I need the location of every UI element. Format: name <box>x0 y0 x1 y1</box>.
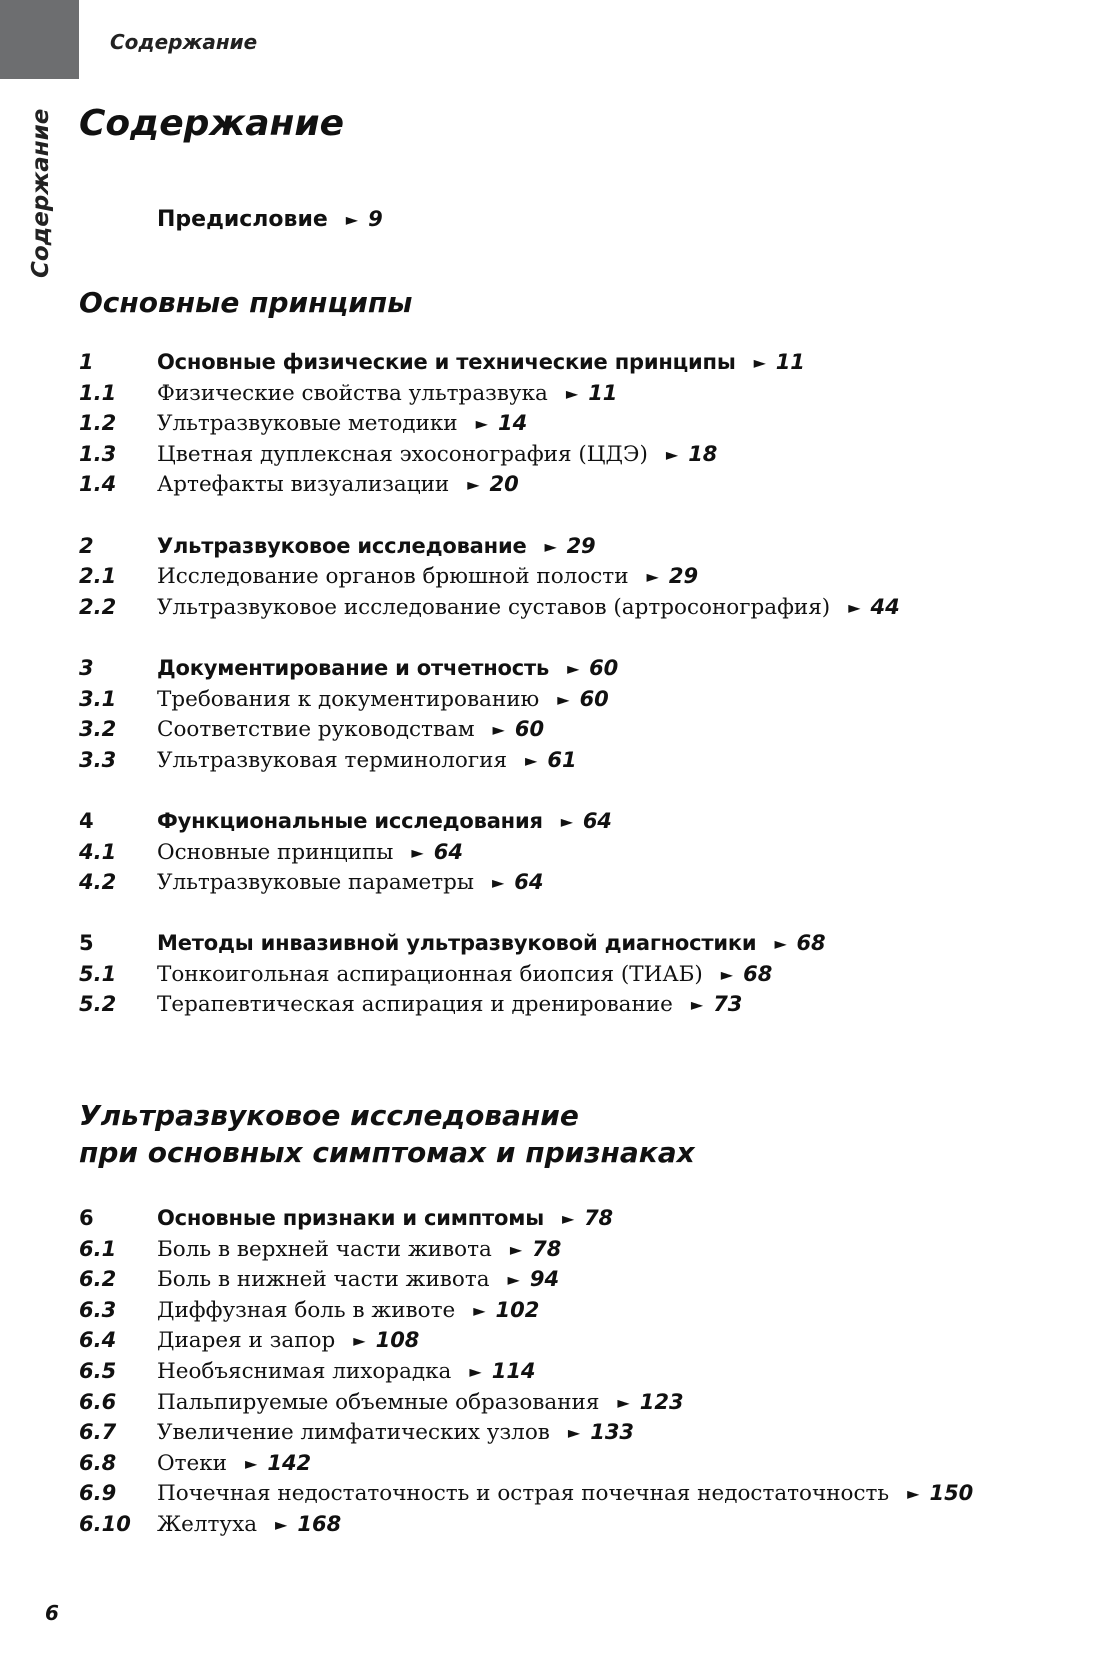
subchapter-page: 60 <box>579 686 609 711</box>
subchapter-entry[interactable] <box>79 408 1079 439</box>
chapter-title: Функциональные исследования <box>157 808 543 833</box>
subchapter-entry[interactable] <box>79 1478 1079 1509</box>
subchapter-page: 123 <box>639 1389 684 1414</box>
section-heading-line: Основные принципы <box>79 286 413 319</box>
subchapter-number: 6.3 <box>79 1297 117 1322</box>
subchapter-page: 108 <box>375 1328 420 1353</box>
subchapter-title: Ультразвуковое исследование суставов (артросонография) <box>157 594 831 620</box>
chapter-number: 3 <box>79 655 94 680</box>
page-title: Содержание <box>79 103 345 144</box>
arrow-right-icon: ► <box>617 1392 630 1412</box>
arrow-right-icon: ► <box>473 1300 486 1320</box>
subchapter-title: Отеки <box>157 1450 228 1476</box>
arrow-right-icon: ► <box>492 720 505 740</box>
arrow-right-icon: ► <box>560 811 573 831</box>
subchapter-number: 4.2 <box>79 870 117 895</box>
chapter-number: 2 <box>79 533 94 558</box>
subchapter-page: 73 <box>713 992 743 1017</box>
subchapter-number: 6.7 <box>79 1420 117 1445</box>
subchapter-number: 6.5 <box>79 1358 117 1383</box>
subchapter-title: Исследование органов брюшной полости <box>157 564 629 590</box>
subchapter-entry[interactable] <box>79 1295 1079 1326</box>
subchapter-entry[interactable] <box>79 1264 1079 1295</box>
chapter-entry[interactable] <box>79 928 1079 959</box>
arrow-right-icon: ► <box>774 934 787 954</box>
arrow-right-icon: ► <box>544 536 557 556</box>
chapter-title: Основные признаки и симптомы <box>157 1206 545 1230</box>
subchapter-title: Увеличение лимфатических узлов <box>157 1420 550 1446</box>
chapter-page: 29 <box>566 533 596 558</box>
chapter-title: Методы инвазивной ультразвуковой диагностики <box>157 931 757 956</box>
subchapter-number: 6.9 <box>79 1481 117 1506</box>
subchapter-page: 29 <box>668 564 699 589</box>
chapter-number: 6 <box>79 1206 94 1230</box>
chapter-page: 68 <box>796 931 826 956</box>
arrow-right-icon: ► <box>567 658 580 678</box>
subchapter-entry[interactable] <box>79 745 1079 776</box>
preface-title: Предисловие <box>157 207 328 232</box>
subchapter-entry[interactable] <box>79 1356 1079 1387</box>
subchapter-page: 114 <box>491 1358 536 1383</box>
subchapter-entry[interactable] <box>79 1448 1079 1479</box>
subchapter-entry[interactable] <box>79 1387 1079 1418</box>
arrow-right-icon: ► <box>907 1484 920 1504</box>
chapter-number: 4 <box>79 808 94 833</box>
side-tab-label: Содержание <box>28 108 54 278</box>
chapter-entry[interactable] <box>79 653 1079 684</box>
subchapter-page: 11 <box>588 380 618 405</box>
subchapter-number: 5.2 <box>79 992 117 1017</box>
chapter-title: Основные физические и технические принципы <box>157 350 736 374</box>
spacer <box>79 622 1079 653</box>
arrow-right-icon: ► <box>565 383 579 403</box>
subchapter-title: Боль в нижней части живота <box>157 1267 490 1293</box>
section-heading <box>79 1097 695 1171</box>
subchapter-page: 142 <box>267 1450 312 1475</box>
subchapter-number: 1.3 <box>79 441 117 466</box>
arrow-right-icon: ► <box>848 597 861 617</box>
subchapter-entry[interactable] <box>79 561 1079 592</box>
spacer <box>79 898 1079 929</box>
arrow-right-icon: ► <box>753 353 766 372</box>
subchapter-entry[interactable] <box>79 1325 1079 1356</box>
arrow-right-icon: ► <box>245 1453 258 1473</box>
chapter-page: 78 <box>584 1206 613 1230</box>
arrow-right-icon: ► <box>690 995 704 1015</box>
subchapter-title: Тонкоигольная аспирационная биопсия (ТИАБ) <box>157 961 703 987</box>
subchapter-number: 6.8 <box>79 1450 117 1475</box>
chapter-page: 60 <box>589 655 618 680</box>
chapter-title: Ультразвуковое исследование <box>157 533 527 558</box>
subchapter-number: 3.3 <box>79 747 117 772</box>
running-header: Содержание <box>110 30 258 54</box>
subchapter-entry[interactable] <box>79 714 1079 745</box>
subchapter-number: 6.4 <box>79 1328 117 1353</box>
subchapter-page: 20 <box>489 472 519 497</box>
arrow-right-icon: ► <box>557 689 570 709</box>
arrow-right-icon: ► <box>509 1239 523 1259</box>
subchapter-entry[interactable] <box>79 1234 1079 1265</box>
subchapter-title: Пальпируемые объемные образования <box>157 1389 600 1415</box>
subchapter-entry[interactable] <box>79 592 1079 623</box>
subchapter-entry[interactable] <box>79 837 1079 868</box>
subchapter-title: Желтуха <box>157 1511 258 1537</box>
page-number: 6 <box>45 1601 59 1625</box>
arrow-right-icon: ► <box>469 1361 482 1381</box>
subchapter-number: 6.1 <box>79 1236 117 1261</box>
subchapter-entry[interactable] <box>79 1417 1079 1448</box>
subchapter-page: 94 <box>529 1267 560 1292</box>
subchapter-entry[interactable] <box>79 684 1079 715</box>
subchapter-page: 18 <box>688 441 718 466</box>
chapter-title: Документирование и отчетность <box>157 655 550 680</box>
subchapter-entry[interactable] <box>79 439 1079 470</box>
arrow-right-icon: ► <box>507 1270 520 1290</box>
chapter-number: 5 <box>79 931 94 956</box>
subchapter-number: 1.1 <box>79 380 117 405</box>
subchapter-title: Диффузная боль в животе <box>157 1297 456 1323</box>
spacer <box>79 500 1079 531</box>
subchapter-number: 1.2 <box>79 411 117 436</box>
subchapter-number: 5.1 <box>79 961 117 986</box>
section-heading-line: Ультразвуковое исследование <box>79 1099 579 1132</box>
chapter-page: 64 <box>582 808 612 833</box>
subchapter-number: 3.1 <box>79 686 117 711</box>
section-heading-line: при основных симптомах и признаках <box>79 1136 695 1169</box>
subchapter-title: Ультразвуковые параметры <box>157 870 474 896</box>
subchapter-page: 133 <box>590 1420 635 1445</box>
subchapter-entry[interactable] <box>79 469 1079 500</box>
chapter-entry[interactable] <box>79 347 1079 378</box>
subchapter-page: 168 <box>297 1511 342 1536</box>
subchapter-title: Ультразвуковые методики <box>157 411 458 437</box>
subchapter-entry[interactable] <box>79 1509 1079 1540</box>
chapter-entry[interactable] <box>79 1203 1079 1234</box>
subchapter-entry[interactable] <box>79 959 1079 990</box>
arrow-right-icon: ► <box>467 475 480 495</box>
subchapter-title: Основные принципы <box>157 839 394 865</box>
arrow-right-icon: ► <box>491 873 505 893</box>
corner-block <box>0 0 79 79</box>
preface-entry[interactable] <box>157 207 383 232</box>
subchapter-page: 78 <box>532 1236 562 1261</box>
subchapter-number: 2.2 <box>79 594 117 619</box>
subchapter-page: 64 <box>514 870 544 895</box>
preface-page: 9 <box>368 207 383 231</box>
arrow-right-icon: ► <box>275 1514 288 1534</box>
toc-block <box>79 1203 1079 1540</box>
arrow-right-icon: ► <box>720 964 734 984</box>
subchapter-number: 2.1 <box>79 564 117 589</box>
subchapter-page: 64 <box>433 839 463 864</box>
spacer <box>79 775 1079 806</box>
arrow-right-icon: ► <box>567 1423 581 1443</box>
subchapter-page: 150 <box>929 1481 974 1506</box>
subchapter-title: Физические свойства ультразвука <box>157 380 548 406</box>
chapter-entry[interactable] <box>79 531 1079 562</box>
side-tab <box>26 108 56 278</box>
subchapter-number: 6.10 <box>79 1511 131 1536</box>
subchapter-page: 60 <box>514 717 545 742</box>
subchapter-title: Терапевтическая аспирация и дренирование <box>157 992 673 1018</box>
arrow-right-icon: ► <box>525 750 538 770</box>
subchapter-number: 1.4 <box>79 472 117 497</box>
subchapter-title: Необъяснимая лихорадка <box>157 1358 452 1384</box>
arrow-right-icon: ► <box>646 567 659 587</box>
subchapter-page: 14 <box>497 411 528 436</box>
subchapter-page: 61 <box>547 747 577 772</box>
subchapter-title: Диарея и запор <box>157 1328 336 1354</box>
subchapter-page: 68 <box>743 961 773 986</box>
subchapter-title: Артефакты визуализации <box>157 472 450 498</box>
subchapter-entry[interactable] <box>79 867 1079 898</box>
subchapter-number: 3.2 <box>79 717 117 742</box>
subchapter-entry[interactable] <box>79 989 1079 1020</box>
subchapter-entry[interactable] <box>79 378 1079 409</box>
subchapter-page: 44 <box>870 594 900 619</box>
arrow-right-icon: ► <box>411 842 424 862</box>
arrow-right-icon: ► <box>475 414 488 434</box>
section-heading <box>79 284 413 321</box>
subchapter-number: 6.2 <box>79 1267 117 1292</box>
arrow-right-icon: ► <box>665 444 679 464</box>
subchapter-title: Ультразвуковая терминология <box>157 747 508 773</box>
subchapter-title: Соответствие руководствам <box>157 717 475 743</box>
chapter-number: 1 <box>79 350 94 374</box>
toc-block <box>79 347 1079 1020</box>
chapter-entry[interactable] <box>79 806 1079 837</box>
subchapter-title: Боль в верхней части живота <box>157 1236 492 1262</box>
subchapter-page: 102 <box>495 1297 540 1322</box>
subchapter-number: 4.1 <box>79 839 117 864</box>
subchapter-number: 6.6 <box>79 1389 117 1414</box>
subchapter-title: Требования к документированию <box>157 686 540 712</box>
arrow-right-icon: ► <box>562 1209 575 1228</box>
arrow-right-icon: ► <box>345 210 359 229</box>
subchapter-title: Почечная недостаточность и острая почечная недостаточность <box>157 1481 890 1507</box>
subchapter-title: Цветная дуплексная эхосонография (ЦДЭ) <box>157 441 648 467</box>
arrow-right-icon: ► <box>353 1331 366 1351</box>
chapter-page: 11 <box>775 350 805 374</box>
